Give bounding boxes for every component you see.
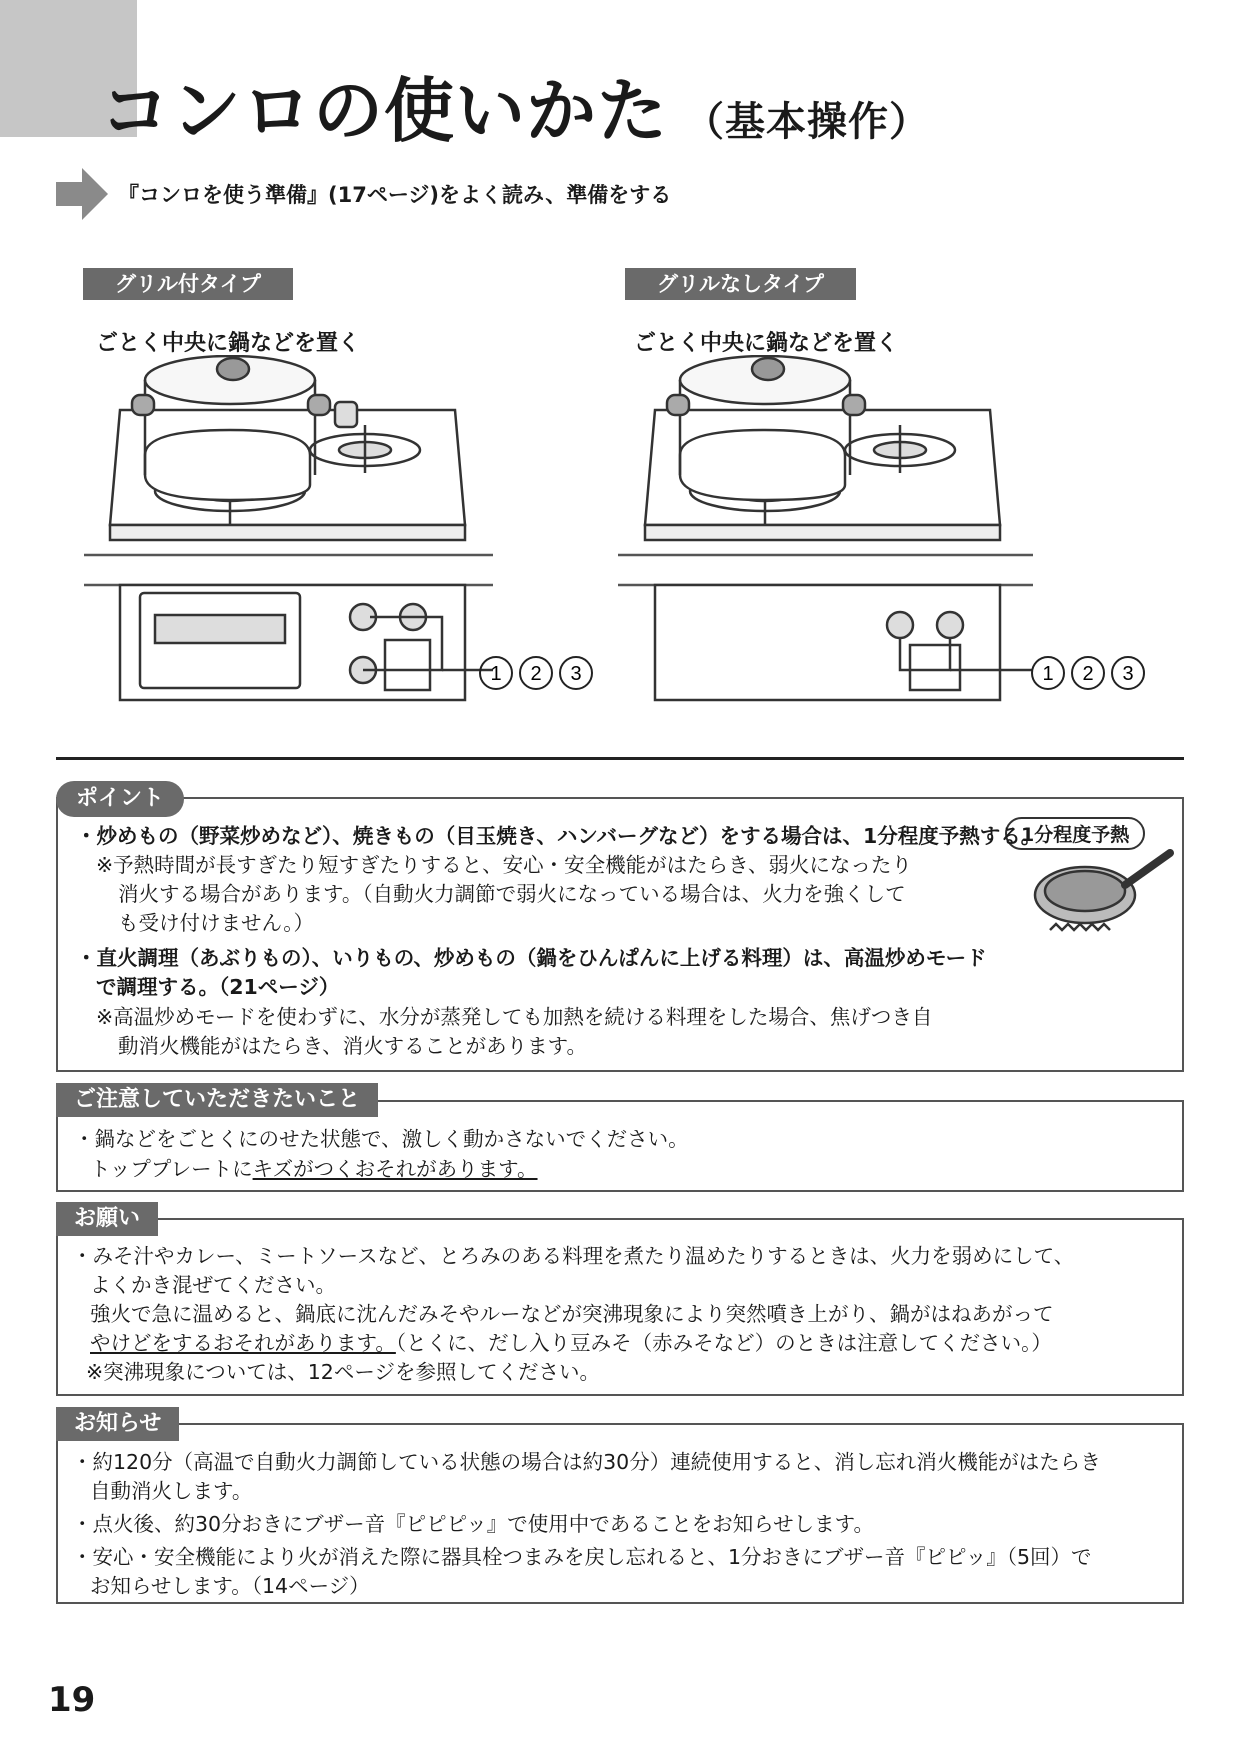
arrow-right-icon xyxy=(56,168,108,220)
callout-1: 1 xyxy=(1042,663,1054,685)
point-note-1c: も受け付けません。） xyxy=(118,911,314,935)
point-note-1b: 消火する場合があります。（自動火力調節で弱火になっている場合は、火力を強くして xyxy=(118,882,906,906)
point-bullet-2a: ・直火調理（あぶりもの）、いりもの、炒めもの（鍋をひんぱんに上げる料理）は、高温炒めモード xyxy=(76,946,987,970)
point-note-2b: 動消火機能がはたらき、消火することがあります。 xyxy=(118,1034,588,1058)
notice-line-1: ・約120分（高温で自動火力調節している状態の場合は約30分）連続使用すると、消し忘れ消火機能がはたらき xyxy=(72,1450,1101,1474)
notice-line-3: ・点火後、約30分おきにブザー音『ピピピッ』で使用中であることをお知らせします。 xyxy=(72,1512,875,1536)
notice-line-5: お知らせします。（14ページ） xyxy=(90,1574,370,1598)
type-label-grill: グリル付タイプ xyxy=(83,268,293,300)
callout-3: 3 xyxy=(1122,663,1134,685)
callout-circle xyxy=(558,655,594,691)
request-label: お願い xyxy=(56,1202,158,1236)
request-line-2: よくかき混ぜてください。 xyxy=(90,1273,336,1297)
callout-circle xyxy=(518,655,554,691)
caution-label: ご注意していただきたいこと xyxy=(56,1083,378,1117)
caption-no-grill: ごとく中央に鍋などを置く xyxy=(634,331,899,356)
callout-3: 3 xyxy=(570,663,582,685)
callout-2: 2 xyxy=(1082,663,1094,685)
callout-circle xyxy=(1110,655,1146,691)
caution-line-2 xyxy=(90,1155,538,1184)
step-instruction xyxy=(56,168,671,220)
callout-1: 1 xyxy=(490,663,502,685)
request-line-1: ・みそ汁やカレー、ミートソースなど、とろみのある料理を煮たり温めたりするときは、火力を弱めにして、 xyxy=(72,1244,1075,1268)
notice-label: お知らせ xyxy=(56,1407,179,1441)
page-title xyxy=(100,55,930,156)
callout-circle xyxy=(1070,655,1106,691)
callout-2: 2 xyxy=(530,663,542,685)
request-line-3: 強火で急に温めると、鍋底に沈んだみそやルーなどが突沸現象により突然噴き上がり、鍋がはねあがって xyxy=(90,1302,1054,1326)
callout-numbers-grill xyxy=(478,655,594,691)
caution-line-2-underlined: キズがつくおそれがあります。 xyxy=(252,1157,538,1181)
request-line-4-text: （とくに、だし入り豆みそ（赤みそなど）のときは注意してください。） xyxy=(395,1331,1052,1355)
caution-line-1: ・鍋などをごとくにのせた状態で、激しく動かさないでください。 xyxy=(74,1127,689,1151)
point-label: ポイント xyxy=(56,781,184,817)
title-sub: （基本操作） xyxy=(684,99,930,145)
callout-circle xyxy=(1030,655,1066,691)
point-bullet-1: ・炒めもの（野菜炒めなど）、焼きもの（目玉焼き、ハンバーグなど）をする場合は、1分程度予熱する。 xyxy=(76,824,1042,848)
type-label-no-grill: グリルなしタイプ xyxy=(625,268,856,300)
caption-grill: ごとく中央に鍋などを置く xyxy=(96,331,361,356)
request-line-4 xyxy=(90,1329,1052,1358)
callout-circle xyxy=(478,655,514,691)
frying-pan-icon xyxy=(1030,845,1180,945)
preheat-badge: 1分程度予熱 xyxy=(1005,817,1145,850)
request-line-4-underlined: やけどをするおそれがあります。 xyxy=(90,1331,396,1355)
step-text: 『コンロを使う準備』(17ページ)をよく読み、準備をする xyxy=(118,183,672,207)
callout-numbers-no-grill xyxy=(1030,655,1146,691)
point-note-2a: ※高温炒めモードを使わずに、水分が蒸発しても加熱を続ける料理をした場合、焦げつき自 xyxy=(96,1005,933,1029)
caution-line-2-text: トッププレートに xyxy=(90,1157,253,1181)
page-number: 19 xyxy=(48,1680,96,1720)
point-bullet-2b: で調理する。（21ページ） xyxy=(96,975,340,999)
request-line-5: ※突沸現象については、12ページを参照してください。 xyxy=(86,1360,600,1384)
notice-line-4: ・安心・安全機能により火が消えた際に器具栓つまみを戻し忘れると、1分おきにブザー音『ピピッ』（5回）で xyxy=(72,1545,1092,1569)
notice-line-2: 自動消火します。 xyxy=(90,1479,253,1503)
title-main: コンロの使いかた xyxy=(100,70,668,152)
point-note-1a: ※予熱時間が長すぎたり短すぎたりすると、安心・安全機能がはたらき、弱火になったり xyxy=(96,853,912,877)
section-divider xyxy=(56,757,1184,760)
